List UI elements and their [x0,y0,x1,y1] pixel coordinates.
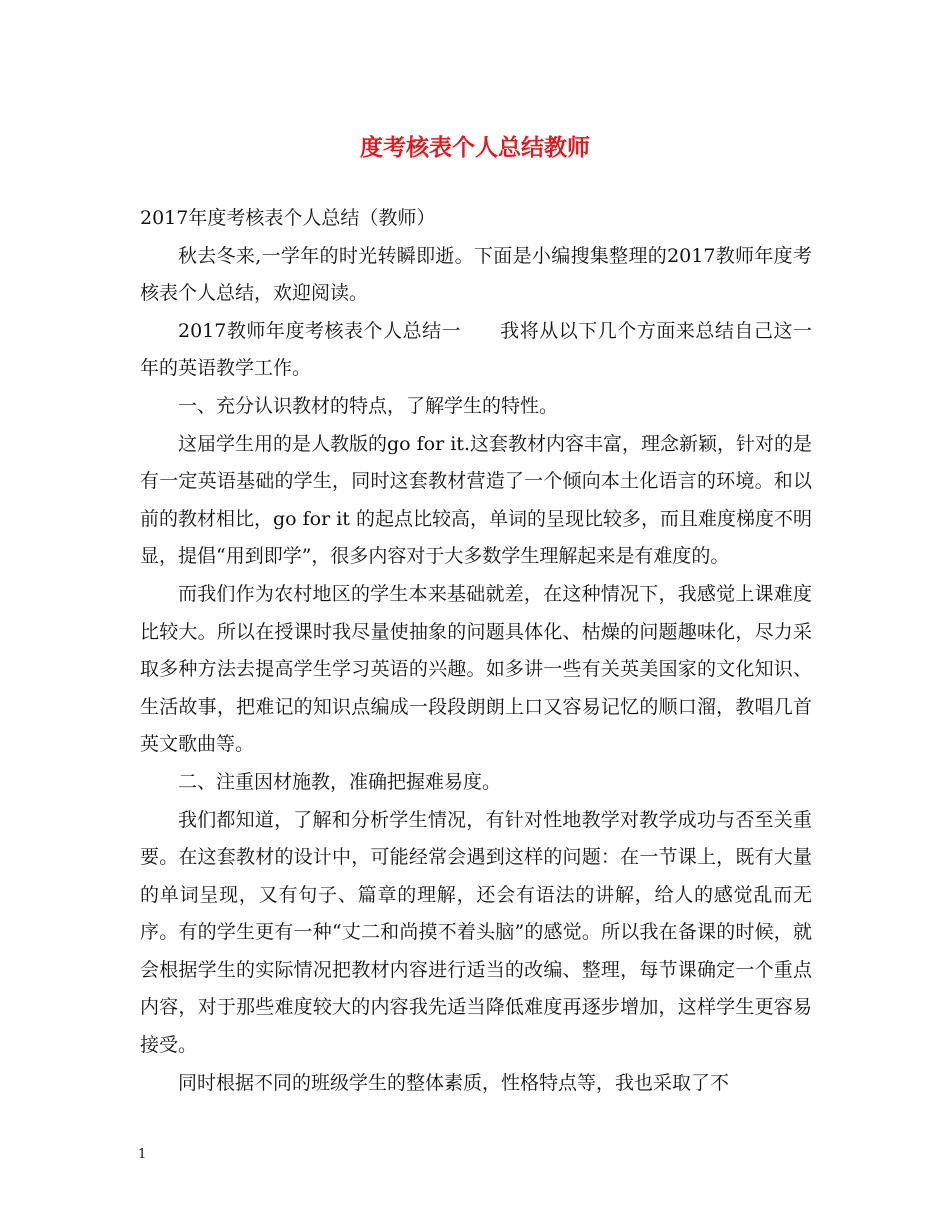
paragraph: 我们都知道，了解和分析学生情况，有针对性地教学对教学成功与否至关重要。在这套教材的设计中，可能经常会遇到这样的问题：在一节课上，既有大量的单词呈现，又有句子、篇章的理解，还会有语法的讲解，给人的感觉乱而无序。有的学生更有一种“丈二和尚摸不着头脑”的感觉。所以我在备课的时候，就会根据学生的实际情况把教材内容进行适当的改编、整理，每节课确定一个重点内容，对于那些难度较大的内容我先适当降低难度再逐步增加，这样学生更容易接受。 [140,808,812,1057]
paragraph: 而我们作为农村地区的学生本来基础就差，在这种情况下，我感觉上课难度比较大。所以在授课时我尽量使抽象的问题具体化、枯燥的问题趣味化，尽力采取多种方法去提高学生学习英语的兴趣。如多讲一些有关英美国家的文化知识、生活故事，把难记的知识点编成一段段朗朗上口又容易记忆的顺口溜，教唱几首英文歌曲等。 [140,582,812,756]
paragraph: 秋去冬来,一学年的时光转瞬即逝。下面是小编搜集整理的2017教师年度考核表个人总结，欢迎阅读。 [140,244,812,305]
section-heading: 二、注重因材施教，准确把握难易度。 [178,770,502,793]
paragraph: 同时根据不同的班级学生的整体素质，性格特点等，我也采取了不 [178,1071,730,1094]
paragraph-heading: 2017年度考核表个人总结（教师） [140,207,436,229]
page-number: 1 [138,1147,147,1162]
paragraph: 2017教师年度考核表个人总结一 我将从以下几个方面来总结自己这一年的英语教学工作。 [140,319,812,380]
document-body [140,200,812,1102]
section-heading: 一、充分认识教材的特点，了解学生的特性。 [178,394,559,417]
page-title: 度考核表个人总结教师 [360,134,590,161]
paragraph: 这届学生用的是人教版的go for it.这套教材内容丰富，理念新颖，针对的是有一定英语基础的学生，同时这套教材营造了一个倾向本土化语言的环境。和以前的教材相比，go for it 的起点比较高，单词的呈现比较多，而且难度梯度不明显，提倡“用到即学”，很多内容对于大多数学生理解起来是有难度的。 [140,432,812,568]
